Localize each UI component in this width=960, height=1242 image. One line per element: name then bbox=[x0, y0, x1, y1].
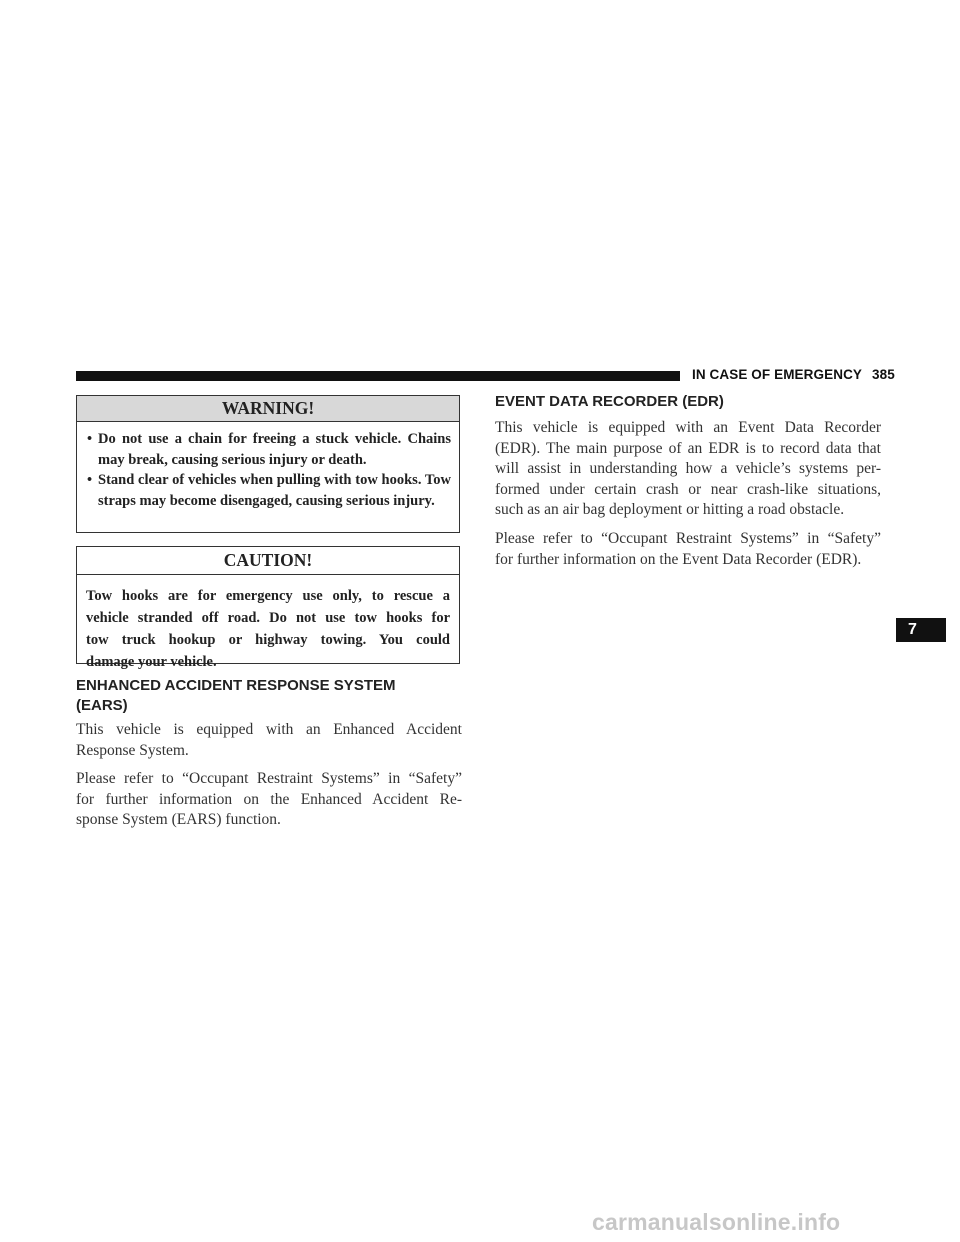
page-number: 385 bbox=[872, 367, 895, 382]
ears-section-heading bbox=[76, 676, 460, 716]
chapter-tab: 7 bbox=[896, 618, 946, 642]
paragraph-line: sponse System (EARS) function. bbox=[76, 811, 281, 828]
ears-heading-line: ENHANCED ACCIDENT RESPONSE SYSTEM bbox=[76, 677, 396, 694]
warning-item bbox=[87, 470, 451, 511]
caution-line: tow truck hookup or highway towing. You could bbox=[86, 632, 450, 648]
caution-line: damage your vehicle. bbox=[86, 654, 217, 670]
warning-item-text: Stand clear of vehicles when pulling with tow hooks. Tow straps may become disengaged, causing serious injury. bbox=[98, 472, 451, 509]
caution-box bbox=[76, 546, 460, 670]
caution-text bbox=[77, 575, 459, 673]
warning-item bbox=[87, 429, 451, 470]
bullet-icon: • bbox=[87, 431, 93, 447]
paragraph-line: Response System. bbox=[76, 741, 189, 759]
bullet-icon: • bbox=[87, 472, 93, 488]
paragraph-line: such as an air bag deployment or hitting a road obstacle. bbox=[495, 501, 845, 518]
warning-title: WARNING! bbox=[77, 396, 459, 422]
running-head-title: IN CASE OF EMERGENCY bbox=[692, 367, 863, 382]
warning-item-text: Do not use a chain for freeing a stuck vehicle. Chains may break, causing serious injury or death. bbox=[98, 431, 451, 468]
caution-line: vehicle stranded off road. Do not use tow hooks for bbox=[86, 610, 450, 626]
header-rule bbox=[76, 371, 680, 381]
caution-title: CAUTION! bbox=[77, 547, 459, 575]
paragraph-line: will assist in understanding how a vehicle’s systems per- bbox=[495, 460, 881, 477]
paragraph-line: Please refer to “Occupant Restraint Systems” in “Safety” bbox=[495, 530, 881, 547]
warning-list bbox=[77, 422, 459, 511]
watermark: carmanualsonline.info bbox=[592, 1209, 841, 1235]
paragraph-line: (EDR). The main purpose of an EDR is to record data that bbox=[495, 439, 881, 457]
paragraph-line: This vehicle is equipped with an Enhanced Accident bbox=[76, 721, 462, 738]
paragraph-line: Please refer to “Occupant Restraint Systems” in “Safety” bbox=[76, 770, 462, 787]
ears-paragraph-2 bbox=[76, 769, 462, 831]
paragraph-line: for further information on the Event Data Recorder (EDR). bbox=[495, 550, 862, 568]
edr-paragraph-1 bbox=[495, 418, 881, 521]
ears-heading-line: (EARS) bbox=[76, 697, 128, 714]
edr-paragraph-2 bbox=[495, 529, 881, 570]
paragraph-line: formed under certain crash or near crash-like situations, bbox=[495, 480, 881, 498]
ears-paragraph-1 bbox=[76, 720, 462, 761]
warning-box bbox=[76, 395, 460, 533]
edr-section-heading: EVENT DATA RECORDER (EDR) bbox=[495, 393, 724, 410]
caution-line: Tow hooks are for emergency use only, to rescue a bbox=[86, 588, 450, 604]
running-head bbox=[692, 367, 895, 382]
paragraph-line: for further information on the Enhanced Accident Re- bbox=[76, 790, 462, 808]
paragraph-line: This vehicle is equipped with an Event Data Recorder bbox=[495, 419, 881, 436]
